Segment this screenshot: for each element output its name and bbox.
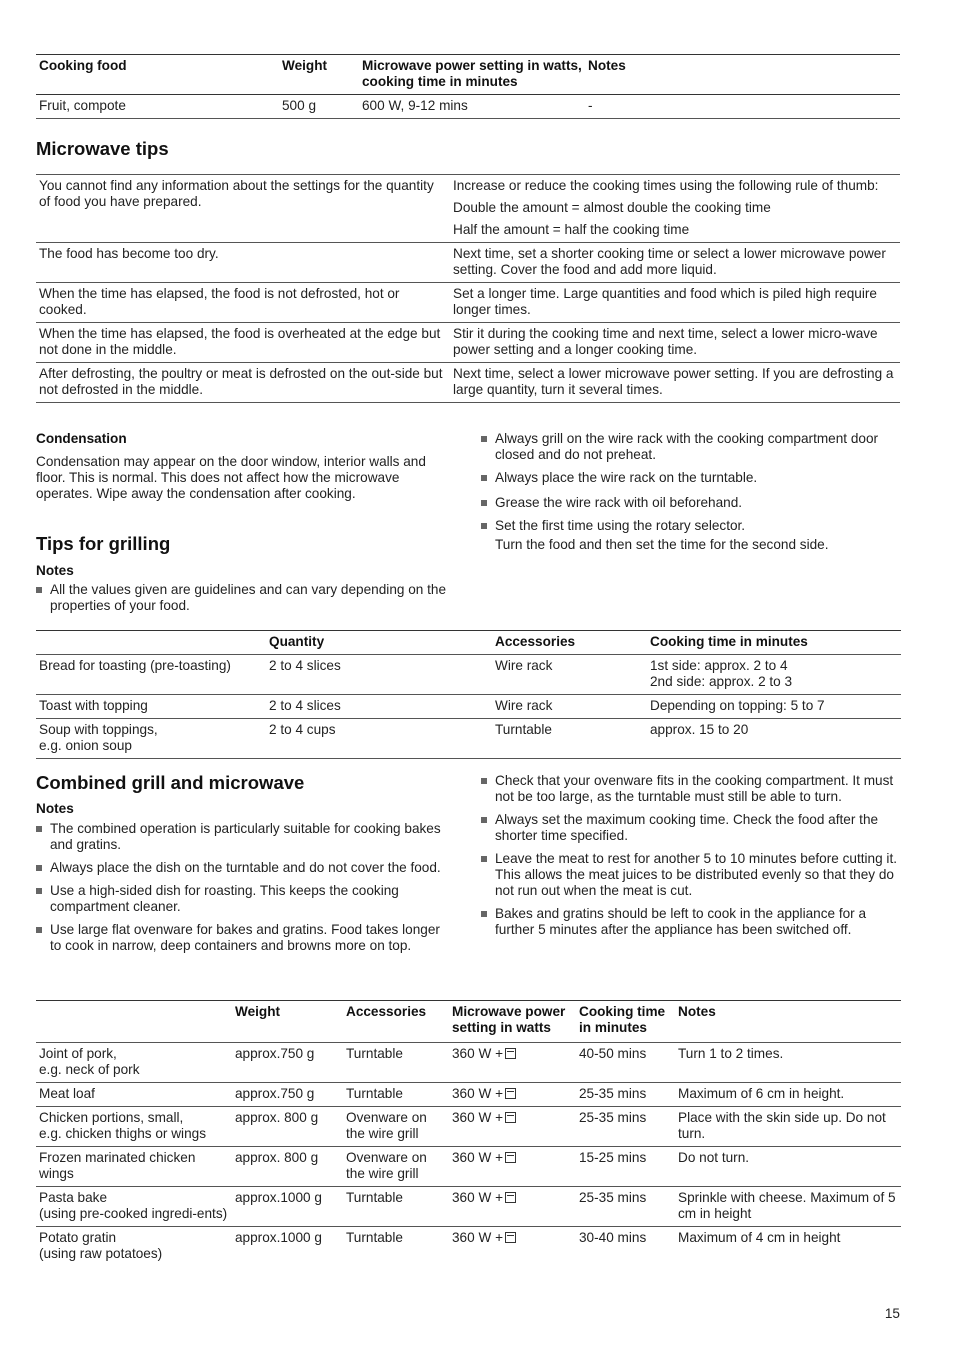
power-cell [449, 1187, 576, 1227]
list-item-text: Check that your ovenware fits in the cooking compartment. It must not be too large, as the turntable must still be able to turn. [495, 773, 894, 804]
cell-line: Chicken portions, small, [39, 1110, 184, 1125]
microwave-tips-table [36, 174, 900, 403]
notes-cell: Sprinkle with cheese. Maximum of 5 cm in height [675, 1187, 901, 1227]
col-header: Cooking time in minutes [650, 634, 808, 649]
accessories-cell: Turntable [343, 1043, 449, 1083]
list-item-text: The combined operation is particularly suitable for cooking bakes and gratins. [50, 821, 441, 852]
col-header: Microwave power setting in watts, cooking time in minutes [362, 58, 582, 89]
grilling-tips-list [481, 431, 900, 560]
list-item [36, 883, 450, 915]
power-cell [449, 1043, 576, 1083]
food-cell [36, 1043, 232, 1083]
list-item [481, 851, 901, 899]
problem-cell: When the time has elapsed, the food is not defrosted, hot or cooked. [36, 283, 450, 323]
list-item [36, 860, 450, 876]
col-header: Notes [678, 1004, 716, 1019]
list-item-text: Grease the wire rack with oil beforehand. [495, 495, 743, 510]
list-item-subtext: Turn the food and then set the time for the second side. [495, 537, 829, 552]
table-cell: Wire rack [492, 655, 647, 695]
list-item-text: Always grill on the wire rack with the cooking compartment door closed and do not preheat. [495, 431, 879, 462]
solution-text: Double the amount = almost double the cooking time [453, 200, 771, 215]
bullet-icon [481, 500, 487, 506]
weight-cell: approx. 800 g [232, 1107, 343, 1147]
cell-line: 360 W + [452, 1190, 504, 1205]
solution-cell: Next time, set a shorter cooking time or select a lower microwave power setting. Cover the food and add more liquid. [450, 243, 900, 283]
compote-table [36, 54, 900, 119]
cell-line: 360 W + [452, 1110, 504, 1125]
condensation-text: Condensation may appear on the door window, interior walls and floor. This is normal. This does not affect how the microwave operates. Wipe away the condensation after cooking. [36, 454, 426, 501]
section-title: Combined grill and microwave [36, 772, 305, 793]
cell-line: 360 W + [452, 1046, 504, 1061]
col-header: Accessories [495, 634, 576, 649]
table-row [36, 1083, 901, 1107]
table-cell: approx. 15 to 20 [647, 719, 901, 759]
bullet-icon [481, 856, 487, 862]
list-item [481, 470, 900, 486]
col-header [36, 1001, 232, 1043]
list-item-text: Use a high-sided dish for roasting. This keeps the cooking compartment cleaner. [50, 883, 399, 914]
col-header: Weight [282, 58, 328, 73]
cell-line: 360 W + [452, 1150, 504, 1165]
list-item [481, 495, 900, 511]
power-cell [449, 1227, 576, 1267]
cell-line: 1st side: approx. 2 to 4 [650, 658, 788, 673]
weight-cell: approx.1000 g [232, 1227, 343, 1267]
bullet-icon [481, 817, 487, 823]
table-row [36, 1147, 901, 1187]
solution-cell: Next time, select a lower microwave power setting. If you are defrosting a large quantity, turn it several times. [450, 363, 900, 403]
table-cell: Wire rack [492, 695, 647, 719]
accessories-cell: Ovenware on the wire grill [343, 1107, 449, 1147]
cell-line: Frozen marinated chicken wings [39, 1150, 196, 1181]
bullet-icon [481, 911, 487, 917]
weight-cell: approx. 800 g [232, 1147, 343, 1187]
problem-cell: When the time has elapsed, the food is overheated at the edge but not done in the middle. [36, 323, 450, 363]
cell-line: Pasta bake [39, 1190, 108, 1205]
table-cell: 500 g [279, 95, 359, 119]
grill-mode-icon [505, 1048, 516, 1059]
food-cell [36, 1083, 232, 1107]
solution-cell: Set a longer time. Large quantities and food which is piled high require longer times. [450, 283, 900, 323]
table-cell: - [585, 95, 900, 119]
list-item-text: Always place the dish on the turntable and do not cover the food. [50, 860, 441, 875]
col-header: Quantity [269, 634, 325, 649]
time-cell: 40-50 mins [576, 1043, 675, 1083]
list-item [481, 812, 901, 844]
notes-cell: Maximum of 6 cm in height. [675, 1083, 901, 1107]
notes-label: Notes [36, 563, 74, 578]
notes-cell: Do not turn. [675, 1147, 901, 1187]
list-item-text: Leave the meat to rest for another 5 to 10 minutes before cutting it. This allows the meat juices to be distributed evenly so that they do not run out when the meat is cut. [495, 851, 898, 898]
notes-cell: Turn 1 to 2 times. [675, 1043, 901, 1083]
list-item [481, 906, 901, 938]
solution-text: Increase or reduce the cooking times using the following rule of thumb: [453, 178, 879, 193]
col-header: Microwave power setting in watts [452, 1004, 566, 1035]
grill-mode-icon [505, 1192, 516, 1203]
table-row [36, 1187, 901, 1227]
problem-cell: After defrosting, the poultry or meat is defrosted on the out-side but not defrosted in the middle. [36, 363, 450, 403]
bullet-icon [481, 475, 487, 481]
grill-mode-icon [505, 1088, 516, 1099]
problem-cell: You cannot find any information about the settings for the quantity of food you have prepared. [39, 178, 434, 209]
weight-cell: approx.750 g [232, 1083, 343, 1107]
time-cell: 30-40 mins [576, 1227, 675, 1267]
table-cell: 2 to 4 slices [266, 655, 492, 695]
table-cell: 600 W, 9-12 mins [359, 95, 585, 119]
weight-cell: approx.1000 g [232, 1187, 343, 1227]
table-cell: Toast with topping [36, 695, 266, 719]
table-cell: Bread for toasting (pre-toasting) [36, 655, 266, 695]
cell-line: (using pre-cooked ingredi-ents) [39, 1206, 228, 1221]
table-row [36, 695, 901, 719]
cell-line: e.g. onion soup [39, 738, 132, 753]
time-cell: 25-35 mins [576, 1187, 675, 1227]
col-header [36, 631, 266, 655]
food-cell [36, 1147, 232, 1187]
list-item-text: Set the first time using the rotary selector. [495, 518, 746, 533]
cell-line: 2nd side: approx. 2 to 3 [650, 674, 793, 689]
section-title: Microwave tips [36, 138, 169, 159]
list-item-text: Always set the maximum cooking time. Check the food after the shorter time specified. [495, 812, 879, 843]
list-item [36, 582, 446, 614]
notes-cell: Place with the skin side up. Do not turn. [675, 1107, 901, 1147]
list-item-text: Bakes and gratins should be left to cook in the appliance for a further 5 minutes after the appliance has been switched off. [495, 906, 867, 937]
cell-line: 360 W + [452, 1086, 504, 1101]
table-row [36, 655, 901, 695]
bullet-icon [481, 778, 487, 784]
list-item [36, 821, 450, 853]
table-cell: 2 to 4 cups [266, 719, 492, 759]
list-item [481, 518, 900, 553]
grilling-table [36, 630, 901, 759]
grill-mode-icon [505, 1152, 516, 1163]
grill-mode-icon [505, 1112, 516, 1123]
food-cell [36, 1227, 232, 1267]
table-cell: Turntable [492, 719, 647, 759]
bullet-icon [36, 927, 42, 933]
time-cell: 15-25 mins [576, 1147, 675, 1187]
bullet-icon [481, 436, 487, 442]
cell-line: Soup with toppings, [39, 722, 158, 737]
accessories-cell: Turntable [343, 1187, 449, 1227]
bullet-icon [36, 888, 42, 894]
list-item-text: All the values given are guidelines and can vary depending on the properties of your food. [50, 582, 447, 613]
power-cell [449, 1147, 576, 1187]
table-row [36, 1043, 901, 1083]
bullet-icon [36, 865, 42, 871]
table-row [36, 1107, 901, 1147]
time-cell: 25-35 mins [576, 1107, 675, 1147]
subsection-title: Condensation [36, 431, 127, 446]
list-item-text: Use large flat ovenware for bakes and gratins. Food takes longer to cook in narrow, deep containers and browns more on top. [50, 922, 440, 953]
power-cell [449, 1107, 576, 1147]
food-cell [36, 1107, 232, 1147]
table-cell: 2 to 4 slices [266, 695, 492, 719]
col-header: Cooking food [39, 58, 127, 73]
power-cell [449, 1083, 576, 1107]
solution-cell [450, 175, 900, 243]
cell-line: e.g. chicken thighs or wings [39, 1126, 206, 1141]
bullet-icon [36, 826, 42, 832]
cell-line: Potato gratin [39, 1230, 117, 1245]
list-item [481, 773, 901, 805]
combined-table [36, 1000, 901, 1266]
solution-text: Half the amount = half the cooking time [453, 222, 690, 237]
solution-cell: Stir it during the cooking time and next time, select a lower micro-wave power setting and a longer cooking time. [450, 323, 900, 363]
table-cell: Depending on topping: 5 to 7 [647, 695, 901, 719]
table-row [36, 719, 901, 759]
cell-line: (using raw potatoes) [39, 1246, 163, 1261]
section-title: Tips for grilling [36, 533, 171, 554]
grill-mode-icon [505, 1232, 516, 1243]
list-item-text: Always place the wire rack on the turntable. [495, 470, 758, 485]
accessories-cell: Turntable [343, 1083, 449, 1107]
page-number: 15 [884, 1306, 900, 1321]
time-cell: 25-35 mins [576, 1083, 675, 1107]
cell-line: Meat loaf [39, 1086, 95, 1101]
notes-label: Notes [36, 801, 74, 816]
bullet-icon [36, 587, 42, 593]
col-header: Cooking time in minutes [579, 1004, 666, 1035]
list-item [481, 431, 900, 463]
col-header: Accessories [346, 1004, 427, 1019]
accessories-cell: Ovenware on the wire grill [343, 1147, 449, 1187]
table-row [36, 1227, 901, 1267]
weight-cell: approx.750 g [232, 1043, 343, 1083]
bullet-icon [481, 523, 487, 529]
table-cell [647, 655, 901, 695]
table-cell [36, 719, 266, 759]
food-cell [36, 1187, 232, 1227]
col-header: Notes [588, 58, 626, 73]
list-item [36, 922, 450, 954]
notes-cell: Maximum of 4 cm in height [675, 1227, 901, 1267]
grilling-notes [36, 563, 446, 621]
combined-notes-right [481, 773, 901, 945]
cell-line: 360 W + [452, 1230, 504, 1245]
cell-line: e.g. neck of pork [39, 1062, 140, 1077]
condensation-section [36, 431, 446, 502]
cell-line: Joint of pork, [39, 1046, 117, 1061]
col-header: Weight [235, 1004, 281, 1019]
accessories-cell: Turntable [343, 1227, 449, 1267]
table-cell: Fruit, compote [36, 95, 279, 119]
combined-notes-left [36, 801, 450, 961]
problem-cell: The food has become too dry. [36, 243, 450, 283]
